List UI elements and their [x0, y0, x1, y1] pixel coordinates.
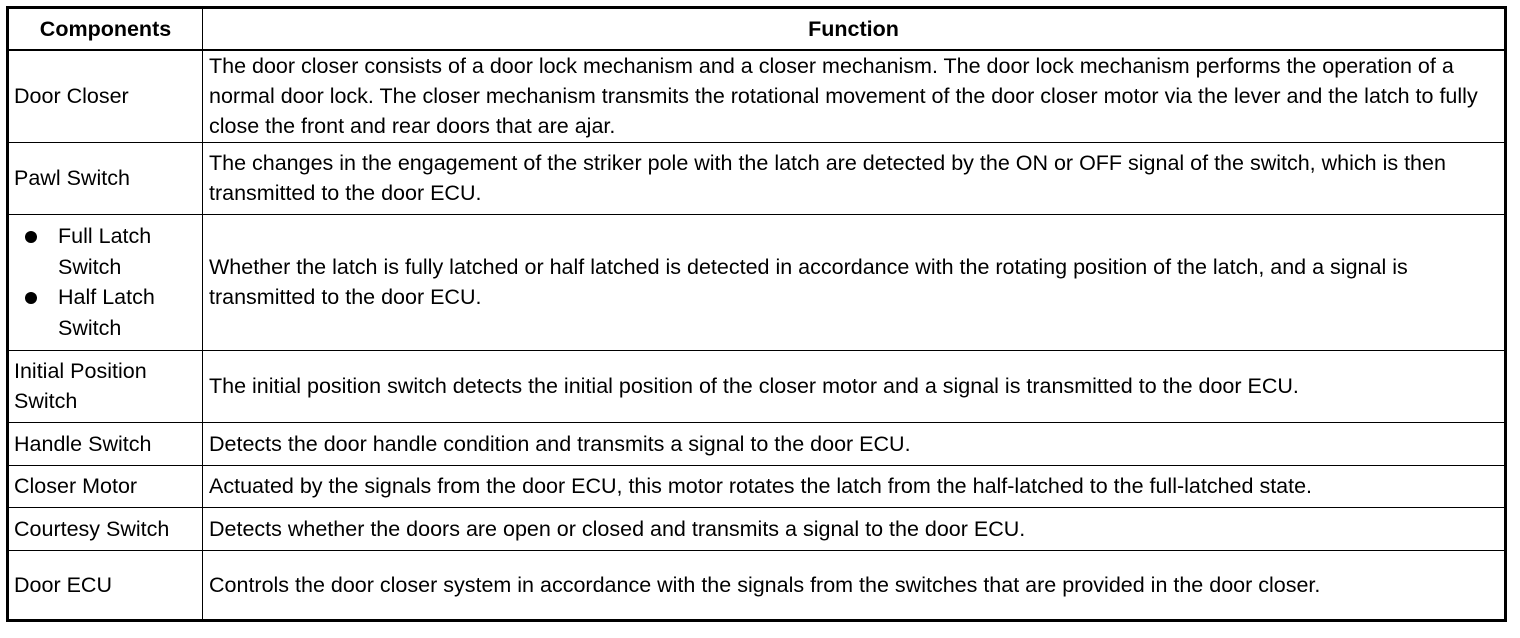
- function-cell: The door closer consists of a door lock mechanism and a closer mechanism. The door lock mechanism performs the operation of a normal door lock. The closer mechanism transmits the rotational movement of the door closer motor via the lever and the latch to fully close the front and rear doors that are ajar.: [203, 50, 1506, 142]
- latch-switch-list: [9, 221, 198, 343]
- components-function-table: [6, 6, 1507, 622]
- list-item: [25, 282, 198, 343]
- table-row-courtesy-switch: [8, 507, 1506, 550]
- table-row-pawl-switch: [8, 142, 1506, 214]
- component-cell: [8, 214, 203, 350]
- function-cell: Whether the latch is fully latched or half latched is detected in accordance with the rotating position of the latch, and a signal is transmitted to the door ECU.: [203, 214, 1506, 350]
- function-cell: The changes in the engagement of the striker pole with the latch are detected by the ON or OFF signal of the switch, which is then transmitted to the door ECU.: [203, 142, 1506, 214]
- bullet-icon: [25, 231, 37, 243]
- function-cell: Detects the door handle condition and transmits a signal to the door ECU.: [203, 422, 1506, 465]
- component-cell: Courtesy Switch: [8, 507, 203, 550]
- component-cell: Initial Position Switch: [8, 350, 203, 422]
- table-row-handle-switch: [8, 422, 1506, 465]
- component-cell: Closer Motor: [8, 465, 203, 507]
- list-item: [25, 221, 198, 282]
- table-row-closer-motor: [8, 465, 1506, 507]
- function-cell: Controls the door closer system in accordance with the signals from the switches that are provided in the door closer.: [203, 550, 1506, 620]
- table-row-door-ecu: [8, 550, 1506, 620]
- bullet-icon: [25, 292, 37, 304]
- component-cell: Door ECU: [8, 550, 203, 620]
- table-row-initial-position-switch: [8, 350, 1506, 422]
- table-row-door-closer: [8, 50, 1506, 142]
- function-cell: Detects whether the doors are open or closed and transmits a signal to the door ECU.: [203, 507, 1506, 550]
- header-function: Function: [203, 8, 1506, 51]
- header-components: Components: [8, 8, 203, 51]
- list-item-label: Half Latch Switch: [58, 285, 155, 340]
- component-cell: Pawl Switch: [8, 142, 203, 214]
- list-item-label: Full Latch Switch: [58, 224, 152, 279]
- component-cell: Handle Switch: [8, 422, 203, 465]
- component-cell: Door Closer: [8, 50, 203, 142]
- function-cell: Actuated by the signals from the door ECU, this motor rotates the latch from the half-latched to the full-latched state.: [203, 465, 1506, 507]
- table-header-row: [8, 8, 1506, 51]
- table-row-latch-switches: [8, 214, 1506, 350]
- function-cell: The initial position switch detects the initial position of the closer motor and a signal is transmitted to the door ECU.: [203, 350, 1506, 422]
